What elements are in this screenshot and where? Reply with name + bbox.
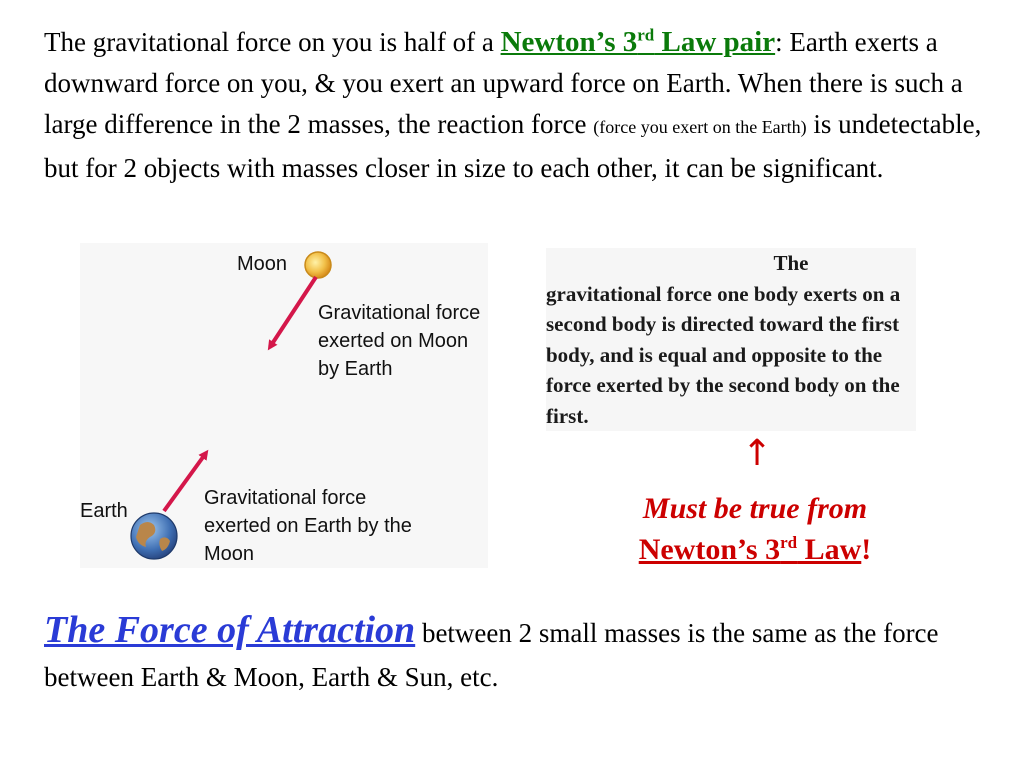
intro-parenthetical: (force you exert on the Earth) bbox=[593, 117, 807, 137]
intro-paragraph bbox=[44, 22, 1004, 189]
note-law-sup: rd bbox=[780, 533, 798, 552]
note-law-text: Newton’s 3 bbox=[638, 533, 781, 566]
moon-icon bbox=[305, 252, 331, 278]
must-line-1: Must be true from bbox=[642, 492, 868, 525]
closing-paragraph bbox=[44, 608, 984, 699]
closing-text: between 2 small masses is the same as the force between Earth & Moon, Earth & Sun, etc. bbox=[44, 618, 939, 692]
force-on-moon-arrow bbox=[270, 277, 316, 347]
quote-first-word: The bbox=[773, 251, 809, 275]
newtons-third-law-note-link[interactable] bbox=[639, 533, 862, 566]
link-text: Newton’s 3 bbox=[500, 26, 638, 58]
link-text-2: Law pair bbox=[654, 26, 776, 58]
note-law-text-2: Law bbox=[797, 533, 862, 566]
earth-moon-figure bbox=[80, 243, 488, 568]
must-be-true-note bbox=[600, 488, 910, 570]
earth-icon bbox=[131, 513, 177, 559]
third-law-quote bbox=[546, 248, 916, 431]
earth-force-label: Gravitational force exerted on Earth by the Moon bbox=[204, 487, 412, 565]
intro-colon: : bbox=[775, 27, 783, 57]
newtons-third-law-link[interactable] bbox=[501, 26, 776, 58]
moon-force-label: Gravitational force exerted on Moon by Earth bbox=[318, 302, 481, 380]
quote-body: gravitational force one body exerts on a second body is directed toward the first body, and is equal and opposite to the force exerted by the second body on the first. bbox=[546, 281, 901, 428]
link-sup: rd bbox=[637, 25, 655, 45]
intro-text-3: is undetectable, but for 2 objects with masses closer in size to each other, it can be significant. bbox=[44, 109, 982, 183]
intro-text-1: The gravitational force on you is half of a bbox=[44, 27, 501, 57]
force-on-earth-arrow bbox=[164, 453, 206, 511]
earth-label: Earth bbox=[80, 500, 128, 522]
intro-text-2: Earth exerts a downward force on you, & you exert an upward force on Earth. When there is such a large difference in the 2 masses, the reaction force bbox=[44, 27, 963, 139]
force-of-attraction-link[interactable]: The Force of Attraction bbox=[44, 609, 416, 651]
up-arrow-icon: ↑ bbox=[742, 433, 773, 474]
note-exclaim: ! bbox=[861, 533, 872, 566]
moon-label: Moon bbox=[237, 253, 288, 275]
